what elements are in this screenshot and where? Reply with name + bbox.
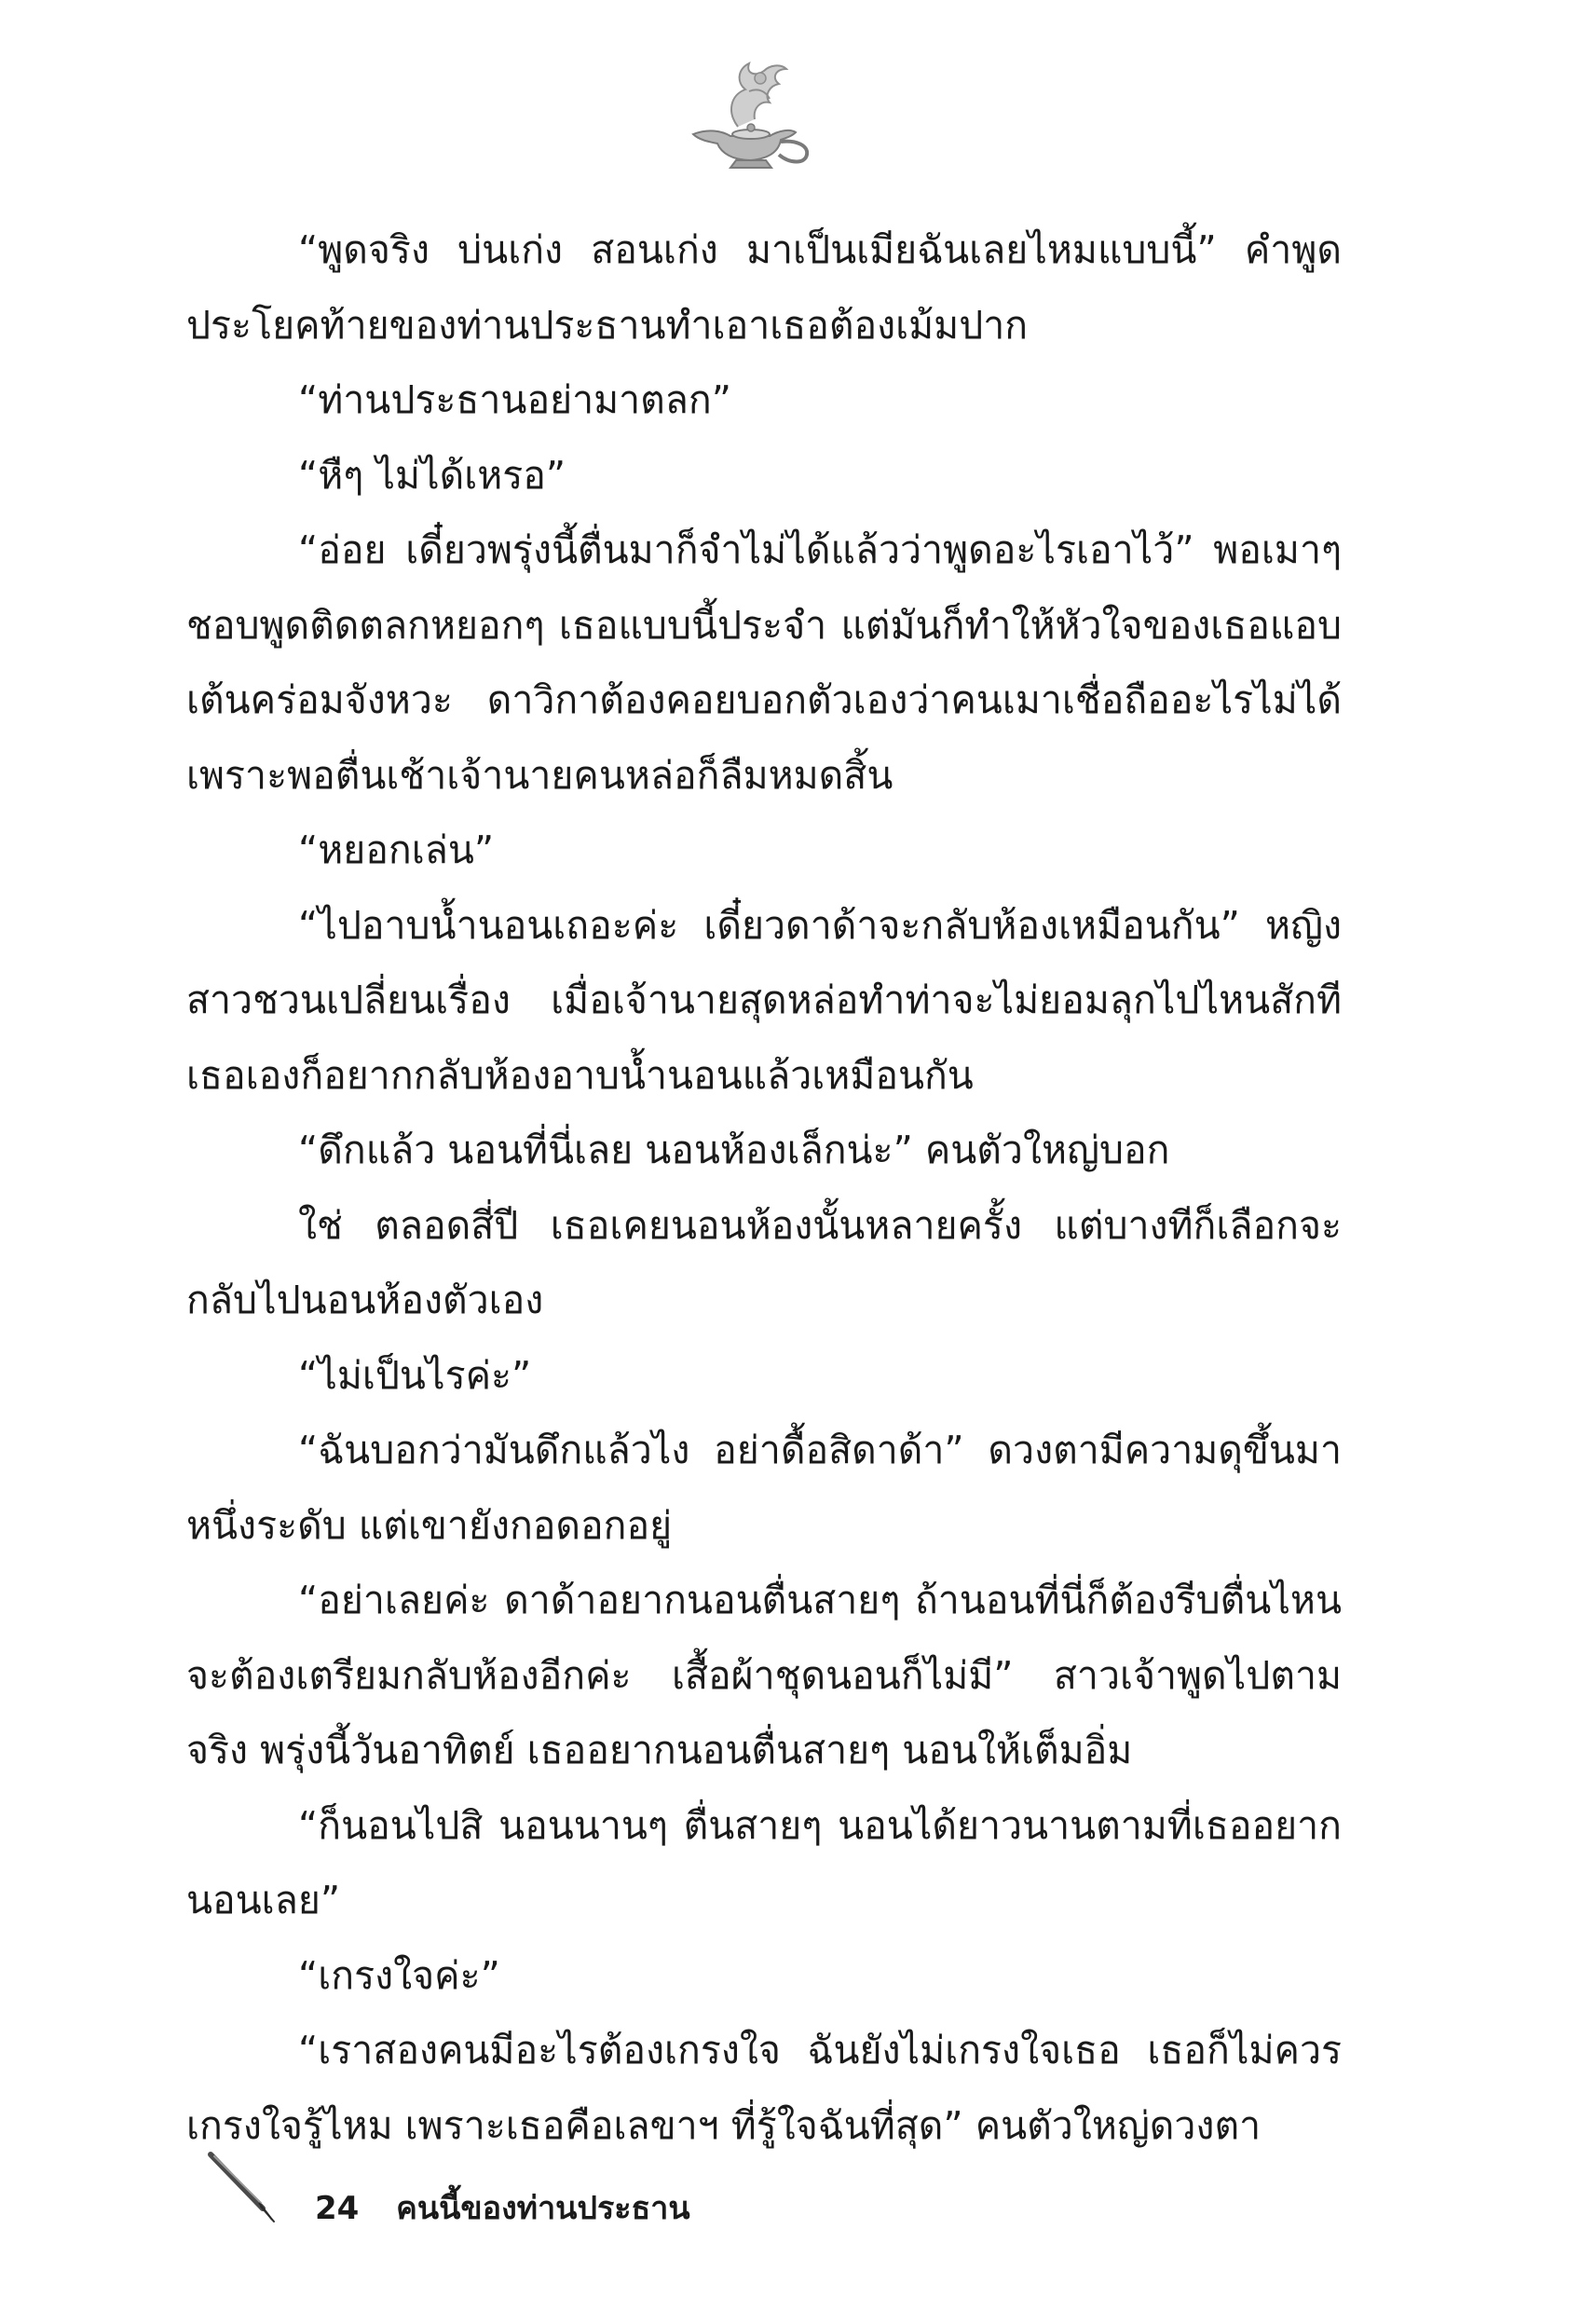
page-number: 24 xyxy=(315,2190,360,2227)
paragraph: “ฉันบอกว่ามันดึกแล้วไง อย่าดื้อสิดาด้า” ดวงตามีความดุขึ้นมาหนึ่งระดับ แต่เขายังกอดอกอยู่ xyxy=(186,1428,1342,1548)
paragraph: “ไม่เป็นไรค่ะ” xyxy=(298,1352,532,1398)
paragraph: “พูดจริง บ่นเก่ง สอนเก่ง มาเป็นเมียฉันเลยไหมแบบนี้” คำพูดประโยคท้ายของท่านประธานทำเอาเธอต้องเม้มปาก xyxy=(186,227,1342,348)
genie-lamp-icon xyxy=(680,54,820,175)
running-title: คนนี้ของท่านประธาน xyxy=(396,2190,690,2227)
paragraph: “ดึกแล้ว นอนที่นี่เลย นอนห้องเล็กน่ะ” คนตัวใหญ่บอก xyxy=(298,1128,1170,1172)
fountain-pen-icon xyxy=(205,2151,280,2225)
paragraph: “ไปอาบน้ำนอนเถอะค่ะ เดี๋ยวดาด้าจะกลับห้องเหมือนกัน” หญิงสาวชวนเปลี่ยนเรื่อง เมื่อเจ้านายสุดหล่อทำท่าจะไม่ยอมลุกไปไหนสักที เธอเองก็อยากกลับห้องอาบน้ำนอนแล้วเหมือนกัน xyxy=(186,902,1342,1098)
paragraph: “อย่าเลยค่ะ ดาด้าอยากนอนตื่นสายๆ ถ้านอนที่นี่ก็ต้องรีบตื่นไหนจะต้องเตรียมกลับห้องอีกค่ะ เสื้อผ้าชุดนอนก็ไม่มี” สาวเจ้าพูดไปตามจริง พรุ่งนี้วันอาทิตย์ เธออยากนอนตื่นสายๆ นอนให้เต็มอิ่ม xyxy=(186,1578,1342,1772)
paragraph: “ท่านประธานอย่ามาตลก” xyxy=(298,377,731,422)
body-text xyxy=(186,212,1342,2163)
page-footer xyxy=(205,2151,857,2253)
folio xyxy=(315,2182,690,2233)
paragraph: “เกรงใจค่ะ” xyxy=(298,1952,500,1998)
paragraph: “ก็นอนไปสิ นอนนานๆ ตื่นสายๆ นอนได้ยาวนานตามที่เธออยากนอนเลย” xyxy=(186,1802,1342,1922)
paragraph: “อ่อย เดี๋ยวพรุ่งนี้ตื่นมาก็จำไม่ได้แล้วว่าพูดอะไรเอาไว้” พอเมาๆ ชอบพูดติดตลกหยอกๆ เธอแบบนี้ประจำ แต่มันก็ทำให้หัวใจของเธอแอบเต้นคร่อมจังหวะ ดาวิกาต้องคอยบอกตัวเองว่าคนเมาเชื่อถืออะไรไม่ได้ เพราะพอตื่นเช้าเจ้านายคนหล่อก็ลืมหมดสิ้น xyxy=(186,527,1342,798)
paragraph: ใช่ ตลอดสี่ปี เธอเคยนอนห้องนั้นหลายครั้ง แต่บางทีก็เลือกจะกลับไปนอนห้องตัวเอง xyxy=(186,1202,1342,1322)
paragraph: “เราสองคนมีอะไรต้องเกรงใจ ฉันยังไม่เกรงใจเธอ เธอก็ไม่ควรเกรงใจรู้ไหม เพราะเธอคือเลขาฯ ที่รู้ใจฉันที่สุด” คนตัวใหญ่ดวงตา xyxy=(186,2028,1342,2148)
paragraph: “หืๆ ไม่ได้เหรอ” xyxy=(298,452,566,498)
paragraph: “หยอกเล่น” xyxy=(298,827,495,872)
